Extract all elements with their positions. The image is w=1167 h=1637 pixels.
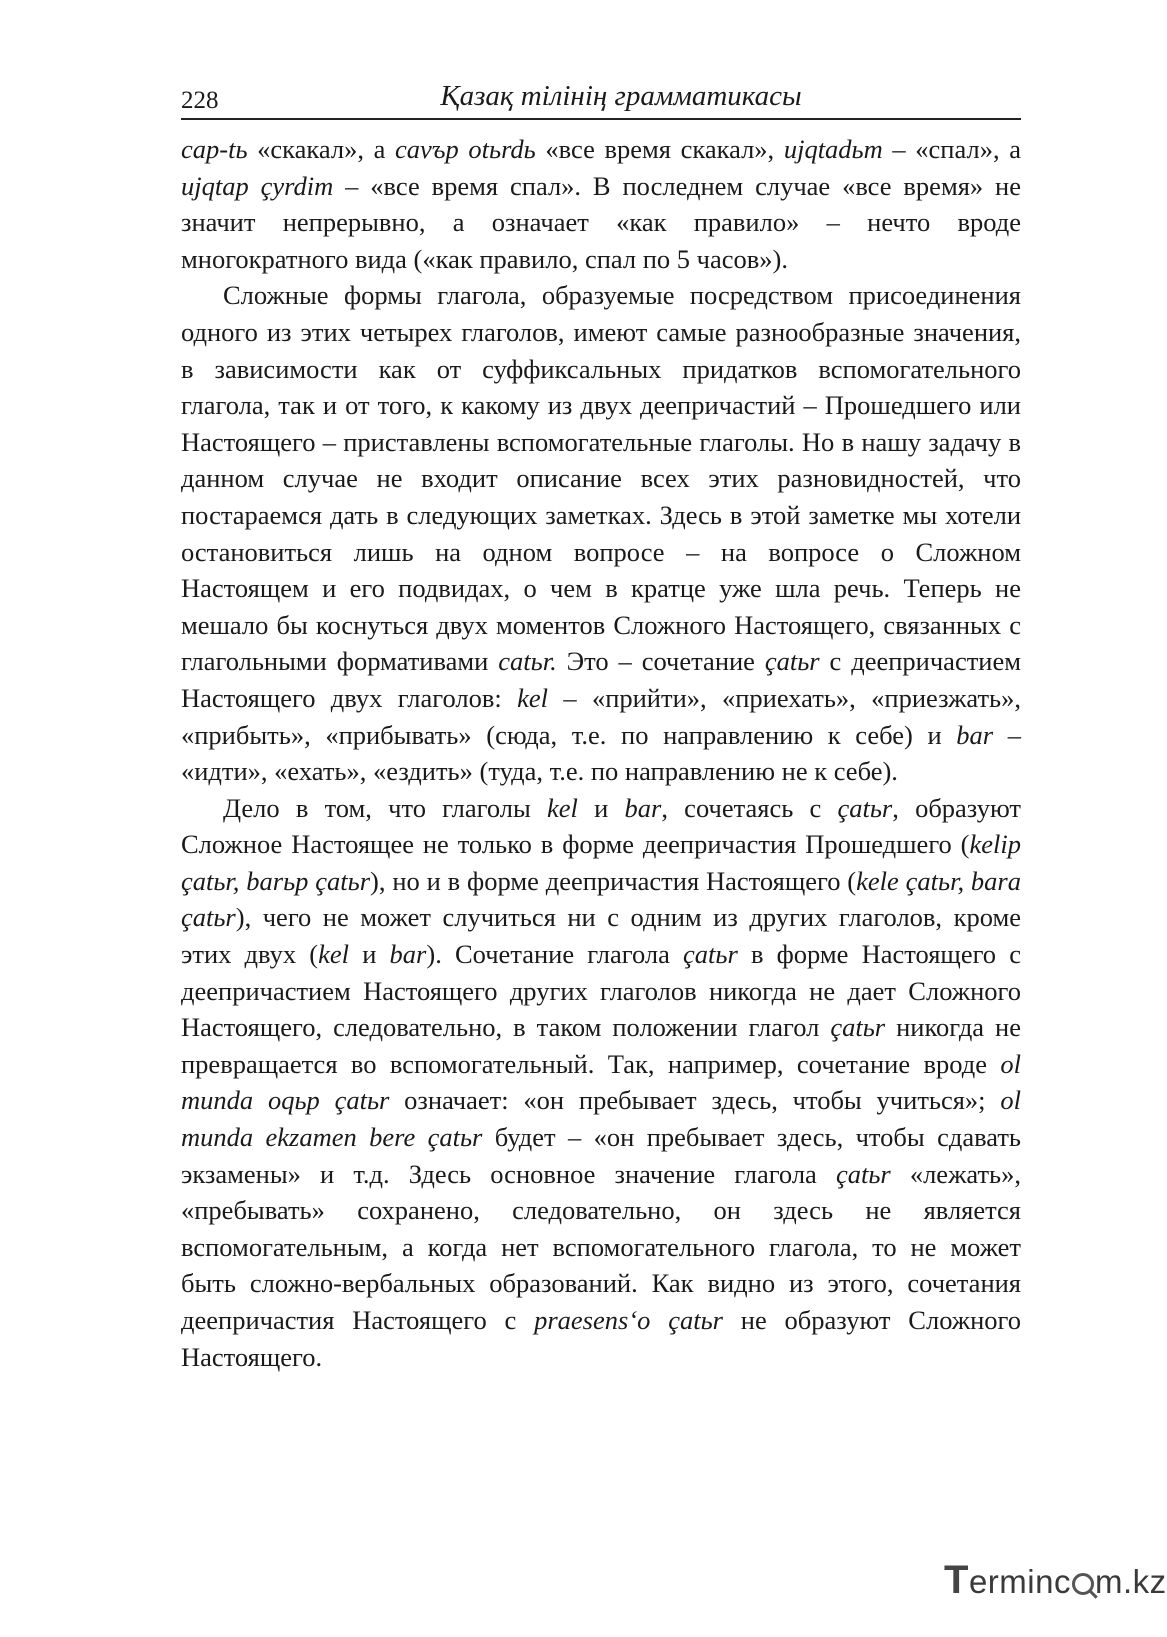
text-run: Это – сочетание [556, 646, 765, 677]
italic-term: kele çatьr, bara çatьr [181, 865, 1021, 933]
paragraph-3 [181, 790, 1021, 1376]
italic-term: çatьr [764, 646, 820, 677]
text-run: – «все время спал». В последнем случае «все время» не значит непрерывно, а означает «как правило» – нечто вроде многократного вида («как правило, спал по 5 часов»). [181, 170, 1021, 274]
italic-term: kelip çatьr, barьp çatьr [181, 829, 1021, 896]
italic-term: kel [517, 682, 548, 713]
watermark-text-2: m.kz [1094, 1563, 1167, 1600]
italic-term: bar [624, 792, 662, 823]
text-run: , сочетаясь с [661, 792, 838, 823]
italic-term: ujqtap çyrdim [181, 170, 334, 201]
text-run: с деепричастием Настоящего двух глаголов: [181, 646, 1022, 713]
text-run: будет – «он пребывает здесь, чтобы сдавать экзамены» и т.д. Здесь основное значение глагола [181, 1122, 1021, 1189]
italic-term: catьr. [498, 646, 557, 677]
italic-term: kel [547, 792, 578, 823]
text-run: означает: «он пребывает здесь, чтобы учиться»; [389, 1085, 1001, 1116]
italic-term: ujqtadьm [783, 134, 883, 164]
italic-term: bar [389, 939, 427, 970]
text-run: в форме Настоящего с деепричастием Настоящего других глаголов никогда не дает Сложного Настоящего, следовательно, в таком положении глагол [181, 939, 1021, 1043]
italic-term: ol munda oqьp çatьr [181, 1048, 1021, 1116]
text-run: «скакал», а [247, 134, 396, 164]
italic-term: cap-tь [181, 134, 248, 164]
text-run: и [349, 939, 390, 970]
page-number: 228 [181, 87, 219, 114]
watermark-letter-t: T [944, 1558, 969, 1602]
text-run: Сложные формы глагола, образуемые посредством присоединения одного из этих четырех глаголов, имеют самые разнообразные значения, в зависимости как от суффиксальных придатков вспомогательного глагола, так и от того, к какому из двух деепричастий – Прошедшего или Настоящего – приставлены вспомогательные глаголы. Но в нашу задачу в данном случае не входит описание всех этих разновидностей, что постараемся дать в следующих заметках. Здесь в этой заметке мы хотели остановиться лишь на одном вопросе – на вопросе о Сложном Настоящем и его подвидах, о чем в кратце уже шла речь. Теперь не мешало бы коснуться двух моментов Сложного Настоящего, связанных с глагольными формативами [181, 280, 1021, 677]
text-run: никогда не превращается во вспомогательный. Так, например, сочетание вроде [181, 1012, 1021, 1079]
text-run: ), чего не может случиться ни с одним из других глаголов, кроме этих двух ( [181, 902, 1021, 970]
running-header [181, 78, 1021, 120]
italic-term: ol munda ekzamen bere çatьr [181, 1085, 1021, 1153]
text-run: – «спал», а [882, 134, 1021, 164]
text-run: «все время скакал», [535, 134, 784, 164]
italic-term: cavър otьrdь [395, 134, 536, 164]
termincom-watermark-logo [944, 1558, 1167, 1608]
text-run: ). Сочетание глагола [426, 939, 684, 970]
italic-term: bar [956, 719, 994, 750]
text-run: не образуют Сложного Настоящего. [181, 1305, 1021, 1372]
italic-term: praesens‘o çatьr [534, 1305, 723, 1335]
text-run: ), но и в форме деепричастия Настоящего ( [370, 865, 857, 896]
text-run: и [577, 792, 625, 823]
paragraph-2 [181, 277, 1021, 789]
paragraph-1 [181, 131, 1021, 277]
italic-term: çatьr [683, 939, 738, 970]
italic-term: kel [318, 939, 350, 970]
italic-term: çatьr [835, 1158, 891, 1189]
watermark-text-1: erminc [968, 1563, 1071, 1600]
running-title: Қазақ тілінің грамматикасы [440, 80, 802, 112]
text-run: «лежать», «пребывать» сохранено, следовательно, он здесь не является вспомогательным, а когда нет вспомогательного глагола, то не может быть сложно-вербальных образований. Как видно из этого, сочетания деепричастия Настоящего с [181, 1158, 1021, 1335]
text-run: Дело в том, что глаголы [223, 792, 548, 823]
italic-term: çatьr [830, 1012, 886, 1043]
italic-term: çatьr [837, 792, 893, 823]
text-run: – «идти», «ехать», «ездить» (туда, т.е. по направлению не к себе). [181, 719, 1021, 787]
magnifier-icon [1072, 1573, 1094, 1595]
text-run: – «прийти», «приехать», «приезжать», «прибыть», «прибывать» (сюда, т.е. по направлению к себе) и [181, 682, 1022, 750]
body-text [181, 131, 1021, 1375]
text-run: , образуют Сложное Настоящее не только в форме деепричастия Прошедшего ( [181, 792, 1022, 860]
